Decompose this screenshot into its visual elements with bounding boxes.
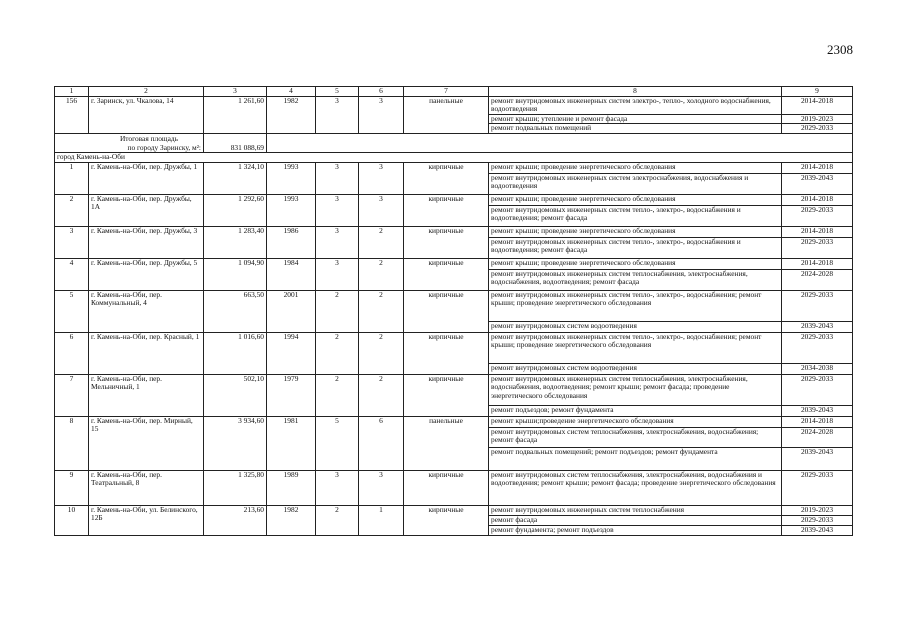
material-cell: кирпичные: [404, 290, 489, 332]
area-cell: 663,50: [204, 290, 267, 332]
work-description: ремонт внутридомовых систем водоотведения: [489, 363, 782, 374]
area-cell: 1 261,60: [204, 96, 267, 133]
address-cell: г. Камень-на-Оби, пер. Дружбы, 1А: [89, 194, 204, 226]
work-description: ремонт фасада: [489, 515, 782, 525]
address-cell: г. Камень-на-Оби, пер. Коммунальный, 4: [89, 290, 204, 332]
work-period: 2039-2043: [782, 525, 853, 535]
work-description: ремонт внутридомовых систем водоотведения: [489, 321, 782, 332]
row-number: 8: [55, 416, 89, 470]
work-description: ремонт крыши; проведение энергетического обследования: [489, 162, 782, 173]
column-number: 3: [204, 87, 267, 97]
work-period: 2024-2028: [782, 269, 853, 290]
row-number: 2: [55, 194, 89, 226]
city-heading-row: [55, 153, 853, 163]
work-period: 2029-2033: [782, 124, 853, 134]
address-cell: г. Камень-на-Оби, пер. Дружбы, 5: [89, 258, 204, 290]
work-description: ремонт фундамента; ремонт подъездов: [489, 525, 782, 535]
material-cell: панельные: [404, 416, 489, 470]
entrances-cell: 3: [359, 194, 404, 226]
year-cell: 1984: [267, 258, 316, 290]
repair-program-table: [54, 86, 853, 536]
floors-cell: 2: [316, 374, 359, 416]
material-cell: кирпичные: [404, 374, 489, 416]
row-number: 9: [55, 470, 89, 505]
work-description: ремонт крыши; проведение энергетического обследования: [489, 194, 782, 205]
work-period: 2029-2033: [782, 205, 853, 226]
floors-cell: 3: [316, 194, 359, 226]
material-cell: кирпичные: [404, 258, 489, 290]
work-period: 2039-2043: [782, 447, 853, 470]
table-row: [55, 290, 853, 321]
work-period: 2029-2033: [782, 290, 853, 321]
material-cell: кирпичные: [404, 162, 489, 194]
address-cell: г. Заринск, ул. Чкалова, 14: [89, 96, 204, 133]
work-description: ремонт внутридомовых инженерных систем тепло-, электро-, водоснабжения и водоотведения; ремонт фасада: [489, 237, 782, 258]
column-number: 2: [89, 87, 204, 97]
table-row: [55, 162, 853, 173]
work-period: 2014-2018: [782, 162, 853, 173]
work-description: ремонт внутридомовых систем теплоснабжения, электроснабжения, водоснабжения и водоотведения; ремонт крыши; ремонт фасада; проведение энергетического обследования: [489, 470, 782, 505]
year-cell: 1993: [267, 194, 316, 226]
address-cell: г. Камень-на-Оби, пер. Театральный, 8: [89, 470, 204, 505]
work-description: ремонт внутридомовых инженерных систем электроснабжения, водоснабжения и водоотведения: [489, 173, 782, 194]
table-row: [55, 226, 853, 237]
year-cell: 1986: [267, 226, 316, 258]
floors-cell: 3: [316, 470, 359, 505]
work-period: 2039-2043: [782, 173, 853, 194]
work-description: ремонт внутридомовых инженерных систем теплоснабжения: [489, 505, 782, 515]
entrances-cell: 2: [359, 258, 404, 290]
work-period: 2039-2043: [782, 321, 853, 332]
work-period: 2019-2023: [782, 114, 853, 124]
work-description: ремонт внутридомовых инженерных систем тепло-, электро-, водоснабжения; ремонт крыши; проведение энергетического обследования: [489, 290, 782, 321]
year-cell: 1989: [267, 470, 316, 505]
total-empty: [267, 133, 853, 152]
floors-cell: 3: [316, 162, 359, 194]
total-row: [55, 133, 853, 152]
work-period: 2029-2033: [782, 237, 853, 258]
entrances-cell: 1: [359, 505, 404, 535]
address-cell: г. Камень-на-Оби, пер. Мельничный, 1: [89, 374, 204, 416]
entrances-cell: 6: [359, 416, 404, 470]
work-description: ремонт внутридомовых инженерных систем тепло-, электро-, водоснабжения; ремонт крыши; проведение энергетического обследования: [489, 332, 782, 363]
year-cell: 1979: [267, 374, 316, 416]
total-label-line1: Итоговая площадь: [119, 133, 179, 143]
row-number: 5: [55, 290, 89, 332]
total-value: 831 088,69: [204, 133, 267, 152]
work-period: 2014-2018: [782, 258, 853, 269]
work-description: ремонт крыши;проведение энергетического обследования: [489, 416, 782, 427]
area-cell: 1 283,40: [204, 226, 267, 258]
entrances-cell: 2: [359, 226, 404, 258]
column-number: 8: [489, 87, 782, 97]
area-cell: 1 094,90: [204, 258, 267, 290]
work-description: ремонт крыши; проведение энергетического обследования: [489, 226, 782, 237]
floors-cell: 2: [316, 332, 359, 374]
work-description: ремонт подъездов; ремонт фундамента: [489, 405, 782, 416]
year-cell: 1981: [267, 416, 316, 470]
table-row: [55, 374, 853, 405]
area-cell: 213,60: [204, 505, 267, 535]
table-row: [55, 194, 853, 205]
table-row: [55, 96, 853, 114]
year-cell: 2001: [267, 290, 316, 332]
row-number: 10: [55, 505, 89, 535]
work-description: ремонт крыши; утепление и ремонт фасада: [489, 114, 782, 124]
floors-cell: 3: [316, 96, 359, 133]
work-period: 2029-2033: [782, 332, 853, 363]
year-cell: 1982: [267, 96, 316, 133]
column-number-row: [55, 87, 853, 97]
work-period: 2014-2018: [782, 96, 853, 114]
work-period: 2014-2018: [782, 226, 853, 237]
row-number: 156: [55, 96, 89, 133]
entrances-cell: 3: [359, 162, 404, 194]
column-number: 1: [55, 87, 89, 97]
floors-cell: 3: [316, 258, 359, 290]
material-cell: кирпичные: [404, 470, 489, 505]
work-period: 2029-2033: [782, 374, 853, 405]
work-period: 2039-2043: [782, 405, 853, 416]
work-period: 2024-2028: [782, 427, 853, 447]
entrances-cell: 2: [359, 374, 404, 416]
address-cell: г. Камень-на-Оби, пер. Дружбы, 3: [89, 226, 204, 258]
row-number: 6: [55, 332, 89, 374]
work-description: ремонт крыши; проведение энергетического обследования: [489, 258, 782, 269]
total-label: [55, 133, 204, 152]
row-number: 1: [55, 162, 89, 194]
area-cell: 1 016,60: [204, 332, 267, 374]
address-cell: г. Камень-на-Оби, ул. Белинского, 12Б: [89, 505, 204, 535]
area-cell: 3 934,60: [204, 416, 267, 470]
material-cell: панельные: [404, 96, 489, 133]
address-cell: г. Камень-на-Оби, пер. Мирный, 15: [89, 416, 204, 470]
row-number: 3: [55, 226, 89, 258]
work-description: ремонт внутридомовых инженерных систем теплоснабжения, электроснабжения, водоснабжения, водоотведения; ремонт крыши; ремонт фасада; проведение энергетического обследования: [489, 374, 782, 405]
work-period: 2029-2033: [782, 470, 853, 505]
area-cell: 1 324,10: [204, 162, 267, 194]
table-row: [55, 470, 853, 505]
year-cell: 1994: [267, 332, 316, 374]
work-description: ремонт внутридомовых инженерных систем теплоснабжения, электроснабжения, водоснабжения, водоотведения; ремонт фасада: [489, 269, 782, 290]
material-cell: кирпичные: [404, 332, 489, 374]
floors-cell: 2: [316, 505, 359, 535]
entrances-cell: 3: [359, 96, 404, 133]
entrances-cell: 2: [359, 332, 404, 374]
table-row: [55, 505, 853, 515]
area-cell: 1 292,60: [204, 194, 267, 226]
work-description: ремонт внутридомовых систем теплоснабжения, электроснабжения, водоснабжения; ремонт фасада: [489, 427, 782, 447]
floors-cell: 3: [316, 226, 359, 258]
table-row: [55, 416, 853, 427]
entrances-cell: 2: [359, 290, 404, 332]
floors-cell: 5: [316, 416, 359, 470]
row-number: 4: [55, 258, 89, 290]
floors-cell: 2: [316, 290, 359, 332]
area-cell: 1 325,80: [204, 470, 267, 505]
column-number: 5: [316, 87, 359, 97]
column-number: 7: [404, 87, 489, 97]
total-label-line2: по городу Заринску, м²:: [127, 142, 201, 152]
year-cell: 1982: [267, 505, 316, 535]
row-number: 7: [55, 374, 89, 416]
material-cell: кирпичные: [404, 194, 489, 226]
work-description: ремонт подвальных помещений: [489, 124, 782, 134]
year-cell: 1993: [267, 162, 316, 194]
work-period: 2019-2023: [782, 505, 853, 515]
work-period: 2014-2018: [782, 194, 853, 205]
column-number: 6: [359, 87, 404, 97]
work-period: 2029-2033: [782, 515, 853, 525]
work-description: ремонт подвальных помещений; ремонт подъездов; ремонт фундамента: [489, 447, 782, 470]
address-cell: г. Камень-на-Оби, пер. Красный, 1: [89, 332, 204, 374]
entrances-cell: 3: [359, 470, 404, 505]
work-description: ремонт внутридомовых инженерных систем тепло-, электро-, водоснабжения и водоотведения; ремонт фасада: [489, 205, 782, 226]
table-row: [55, 258, 853, 269]
table-row: [55, 332, 853, 363]
work-description: ремонт внутридомовых инженерных систем электро-, тепло-, холодного водоснабжения, водоотведения: [489, 96, 782, 114]
material-cell: кирпичные: [404, 226, 489, 258]
column-number: 9: [782, 87, 853, 97]
city-heading: город Камень-на-Оби: [55, 153, 853, 163]
work-period: 2034-2038: [782, 363, 853, 374]
material-cell: кирпичные: [404, 505, 489, 535]
column-number: 4: [267, 87, 316, 97]
page-number: 2308: [827, 42, 853, 57]
area-cell: 502,10: [204, 374, 267, 416]
work-period: 2014-2018: [782, 416, 853, 427]
address-cell: г. Камень-на-Оби, пер. Дружбы, 1: [89, 162, 204, 194]
